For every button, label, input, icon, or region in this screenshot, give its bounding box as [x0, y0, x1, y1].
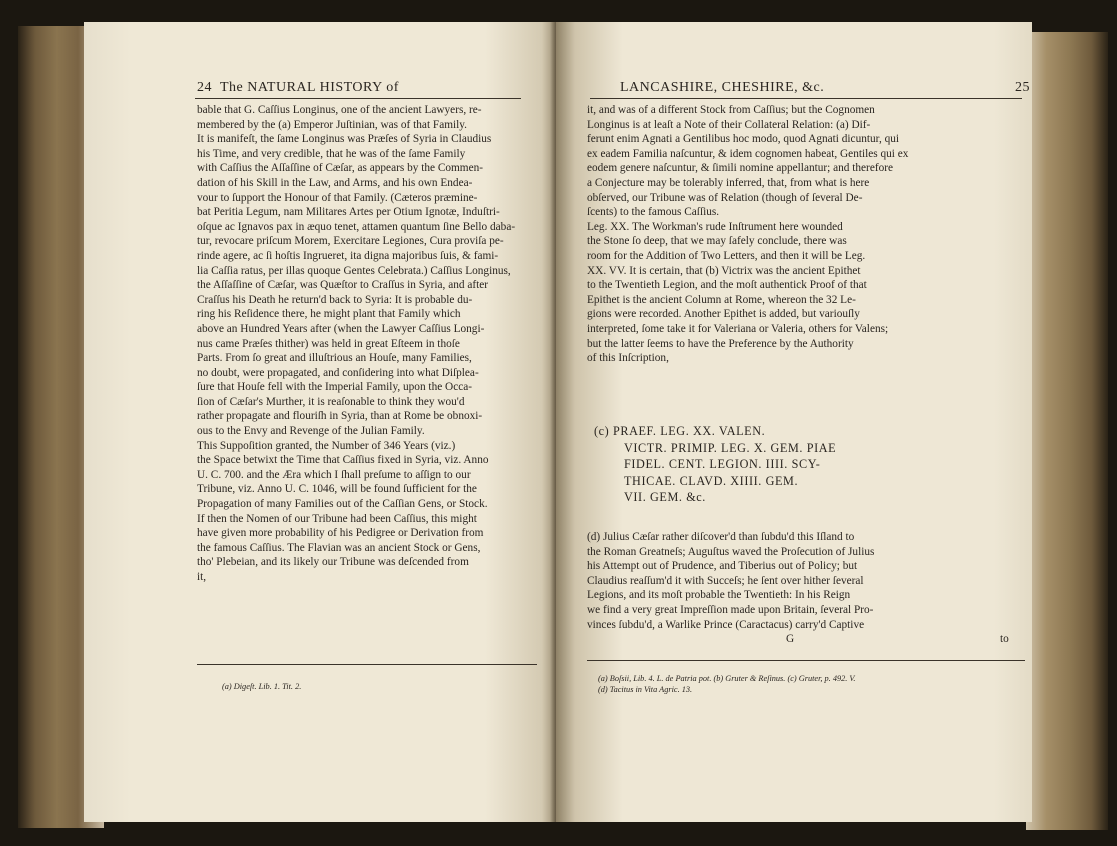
- right-running-head: LANCASHIRE, CHESHIRE, &c.: [620, 80, 825, 95]
- catchword: to: [1000, 633, 1009, 645]
- text-line: ſure that Houſe fell with the Imperial Family, upon the Occa-: [197, 381, 473, 394]
- text-line: U. C. 700. and the Æra which I ſhall preſume to aſſign to our: [197, 468, 471, 481]
- text-line: rinde agere, ac ſi hoſtis Ingrueret, ita digna majoribus ſuis, & fami-: [197, 249, 499, 262]
- right-page-edges: [1026, 32, 1108, 830]
- text-line: a Conjecture may be tolerably inferred, that, from what is here: [587, 176, 870, 189]
- inscription-line: (c) PRAEF. LEG. XX. VALEN.: [594, 424, 766, 438]
- text-line: tho' Plebeian, and its likely our Tribune was deſcended from: [197, 556, 469, 569]
- text-line: Longinus is at leaſt a Note of their Collateral Relation: (a) Dif-: [587, 118, 871, 131]
- text-line: to the Twentieth Legion, and the moſt authentick Proof of that: [587, 279, 867, 292]
- text-line: Legions, and its moſt probable the Twentieth: In his Reign: [587, 589, 851, 602]
- left-running-head: The NATURAL HISTORY of: [220, 80, 399, 95]
- text-line: his Attempt out of Prudence, and Tiberius out of Policy; but: [587, 560, 858, 573]
- text-line: Propagation of many Families out of the Caſſian Gens, or Stock.: [197, 498, 488, 511]
- left-body-text: [197, 103, 541, 585]
- right-body-text-b: [587, 530, 1023, 632]
- inscription-line: VII. GEM. &c.: [624, 490, 706, 504]
- text-line: oſque ac Ignavos pax in æquo tenet, attamen quantum ſine Bello daba-: [197, 220, 516, 233]
- text-line: ſion of Cæſar's Murther, it is reaſonable to think they wou'd: [197, 395, 465, 408]
- text-line: This Suppoſition granted, the Number of 346 Years (viz.): [197, 439, 456, 452]
- text-line: no doubt, were propagated, and conſidering into what Diſplea-: [197, 366, 479, 379]
- text-line: obſerved, our Tribune was of Relation (though of ſeveral De-: [587, 191, 863, 204]
- right-header-rule: [590, 98, 1022, 99]
- text-line: Claudius reaſſum'd it with Succeſs; he ſent over hither ſeveral: [587, 574, 864, 587]
- right-footnote: (d) Tacitus in Vita Agric. 13.: [598, 685, 693, 694]
- right-page-number: 25: [1015, 80, 1030, 95]
- text-line: with Caſſius the Aſſaſſine of Cæſar, as appears by the Commen-: [197, 162, 483, 175]
- left-footnote: (a) Digeſt. Lib. 1. Tit. 2.: [222, 682, 302, 691]
- text-line: nus came Præſes thither) was held in great Eſteem in thoſe: [197, 337, 460, 350]
- text-line: tur, revocare priſcum Morem, Exercitare Legiones, Cura proviſa pe-: [197, 235, 504, 248]
- text-line: ring his Reſidence there, he might plant that Family which: [197, 308, 461, 321]
- text-line: Leg. XX. The Workman's rude Inſtrument here wounded: [587, 220, 843, 233]
- text-line: XX. VV. It is certain, that (b) Victrix was the ancient Epithet: [587, 264, 861, 277]
- text-line: Epithet is the ancient Column at Rome, whereon the 32 Le-: [587, 293, 856, 306]
- left-footnote-rule: [197, 664, 537, 665]
- text-line: we find a very great Impreſſion made upon Britain, ſeveral Pro-: [587, 603, 874, 616]
- text-line: gions were recorded. Another Epithet is added, but variouſly: [587, 308, 860, 321]
- text-line: Tribune, viz. Anno U. C. 1046, will be found ſufficient for the: [197, 483, 477, 496]
- text-line: it, and was of a different Stock from Caſſius; but the Cognomen: [587, 104, 875, 116]
- text-line: above an Hundred Years after (when the Lawyer Caſſius Longi-: [197, 322, 485, 335]
- text-line: but the latter ſeems to have the Preference by the Authority: [587, 337, 854, 350]
- text-line: his Time, and very credible, that he was of the ſame Family: [197, 147, 466, 160]
- text-line: vinces ſubdu'd, a Warlike Prince (Caractacus) carry'd Captive: [587, 618, 865, 631]
- inscription-line: THICAE. CLAVD. XIIII. GEM.: [624, 473, 799, 488]
- text-line: dation of his Skill in the Law, and Arms, and his own Endea-: [197, 176, 473, 189]
- text-line: eodem genere naſcuntur, & ſimili nomine appellantur; and therefore: [587, 162, 894, 175]
- text-line: vour to ſupport the Honour of that Family. (Cæteros præmine-: [197, 191, 478, 204]
- text-line: bat Peritia Legum, nam Militares Artes per Otium Ignotæ, Induſtri-: [197, 206, 500, 219]
- text-line: membered by the (a) Emperor Juſtinian, was of that Family.: [197, 118, 468, 131]
- right-footnote: (a) Boſsii, Lib. 4. L. de Patria pot. (b) Gruter & Reſinus. (c) Gruter, p. 492. V.: [598, 674, 856, 683]
- right-footnote-rule: [587, 660, 1025, 661]
- text-line: have given more probability of his Pedigree or Derivation from: [197, 527, 484, 540]
- text-line: Craſſus his Death he return'd back to Syria: It is probable du-: [197, 293, 473, 306]
- text-line: of this Inſcription,: [587, 352, 669, 365]
- inscription-line: VICTR. PRIMIP. LEG. X. GEM. PIAE: [624, 440, 837, 455]
- text-line: the Roman Greatneſs; Auguſtus waved the Proſecution of Julius: [587, 545, 875, 558]
- left-header-rule: [195, 98, 521, 99]
- text-line: ous to the Envy and Revenge of the Julian Family.: [197, 425, 425, 438]
- text-line: room for the Addition of Two Letters, and then it will be Leg.: [587, 249, 866, 262]
- text-line: lia Caſſia ratus, per illas quoque Gentes Celebrata.) Caſſius Longinus,: [197, 264, 511, 277]
- left-page-number: 24: [197, 80, 212, 95]
- text-line: bable that G. Caſſius Longinus, one of the ancient Lawyers, re-: [197, 104, 482, 116]
- inscription-line: FIDEL. CENT. LEGION. IIII. SCY-: [624, 457, 821, 471]
- text-line: it,: [197, 571, 207, 583]
- text-line: ſcents) to the famous Caſſius.: [587, 206, 720, 219]
- text-line: the Stone ſo deep, that we may ſafely conclude, there was: [587, 235, 847, 248]
- text-line: If then the Nomen of our Tribune had been Caſſius, this might: [197, 512, 477, 525]
- text-line: It is manifeſt, the ſame Longinus was Præſes of Syria in Claudius: [197, 133, 492, 146]
- text-line: Parts. From ſo great and illuſtrious an Houſe, many Families,: [197, 352, 472, 365]
- text-line: the Aſſaſſine of Cæſar, was Quæſtor to Craſſus in Syria, and after: [197, 279, 489, 292]
- text-line: ferunt enim Agnati a Gentilibus hoc modo, quod Agnati dicuntur, qui: [587, 133, 900, 146]
- right-body-text-a: [587, 103, 1023, 366]
- text-line: rather propagate and flouriſh in Syria, than at Rome be obnoxi-: [197, 410, 483, 423]
- text-line: (d) Julius Cæſar rather diſcover'd than ſubdu'd this Iſland to: [587, 531, 855, 543]
- text-line: the famous Caſſius. The Flavian was an ancient Stock or Gens,: [197, 541, 481, 554]
- text-line: interpreted, ſome take it for Valeriana or Valeria, others for Valens;: [587, 322, 889, 335]
- signature-mark: G: [786, 633, 795, 645]
- text-line: ex eadem Familia naſcuntur, & idem cognomen habeat, Gentiles qui ex: [587, 147, 909, 160]
- text-line: the Space betwixt the Time that Caſſius fixed in Syria, viz. Anno: [197, 454, 489, 467]
